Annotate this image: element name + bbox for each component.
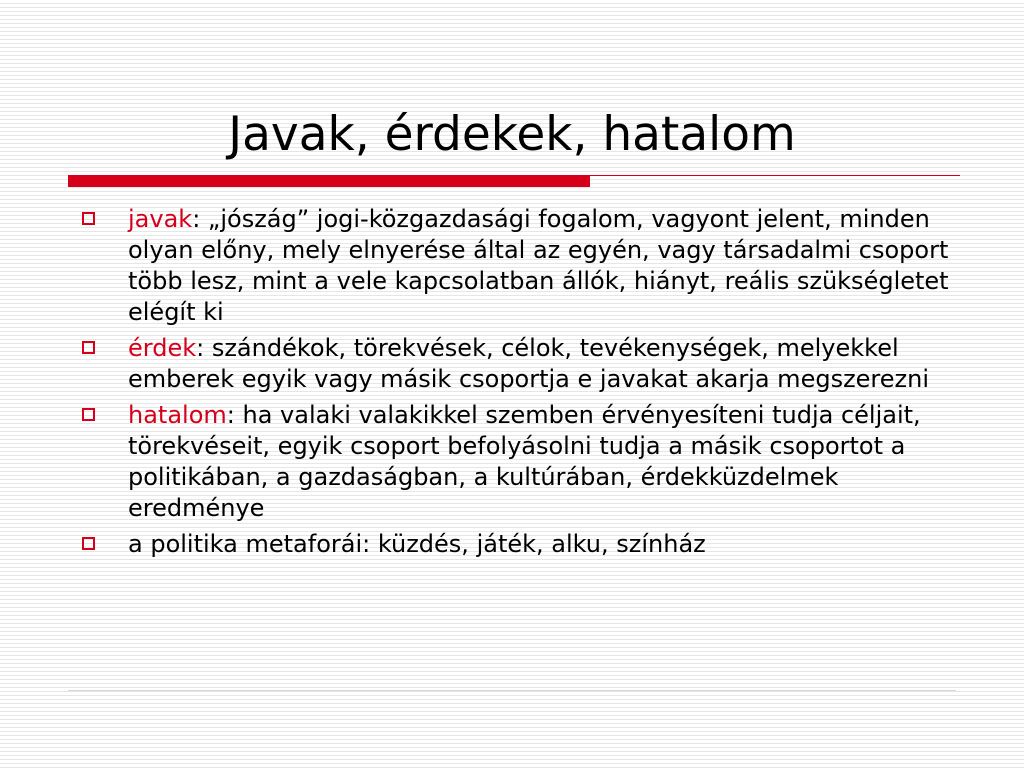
title-accent-bar <box>68 175 590 187</box>
bullet-text: : szándékok, törekvések, célok, tevékenységek, melyekkel emberek egyik vagy másik csoportja e javakat akarja megszerezni <box>128 334 930 393</box>
square-bullet-icon <box>82 537 95 550</box>
bullet-item-erdek <box>76 333 956 395</box>
square-bullet-icon <box>82 212 95 225</box>
bullet-term: hatalom <box>128 401 227 429</box>
bullet-text: : „jószág” jogi-közgazdasági fogalom, vagyont jelent, minden olyan előny, mely elnyerése által az egyén, vagy társadalmi csoport több lesz, mint a vele kapcsolatban állók, hiányt, reális szükségletet elégít ki <box>128 205 949 326</box>
bullet-term: érdek <box>128 334 197 362</box>
bullet-item-hatalom <box>76 400 956 524</box>
bullet-item-javak <box>76 204 956 328</box>
bullet-term: javak <box>128 205 193 233</box>
bullet-text: a politika metaforái: küzdés, játék, alku, színház <box>128 530 706 558</box>
footer-divider <box>68 690 956 691</box>
bullet-list <box>76 204 956 565</box>
title-underline <box>590 175 960 176</box>
square-bullet-icon <box>82 408 95 421</box>
square-bullet-icon <box>82 341 95 354</box>
slide-title: Javak, érdekek, hatalom <box>228 107 796 162</box>
bullet-item-metaforak <box>76 529 956 560</box>
bullet-text: : ha valaki valakikkel szemben érvényesíteni tudja céljait, törekvéseit, egyik csoport befolyásolni tudja a másik csoportot a politikában, a gazdaságban, a kultúrában, érdekküzdelmek eredménye <box>128 401 921 522</box>
